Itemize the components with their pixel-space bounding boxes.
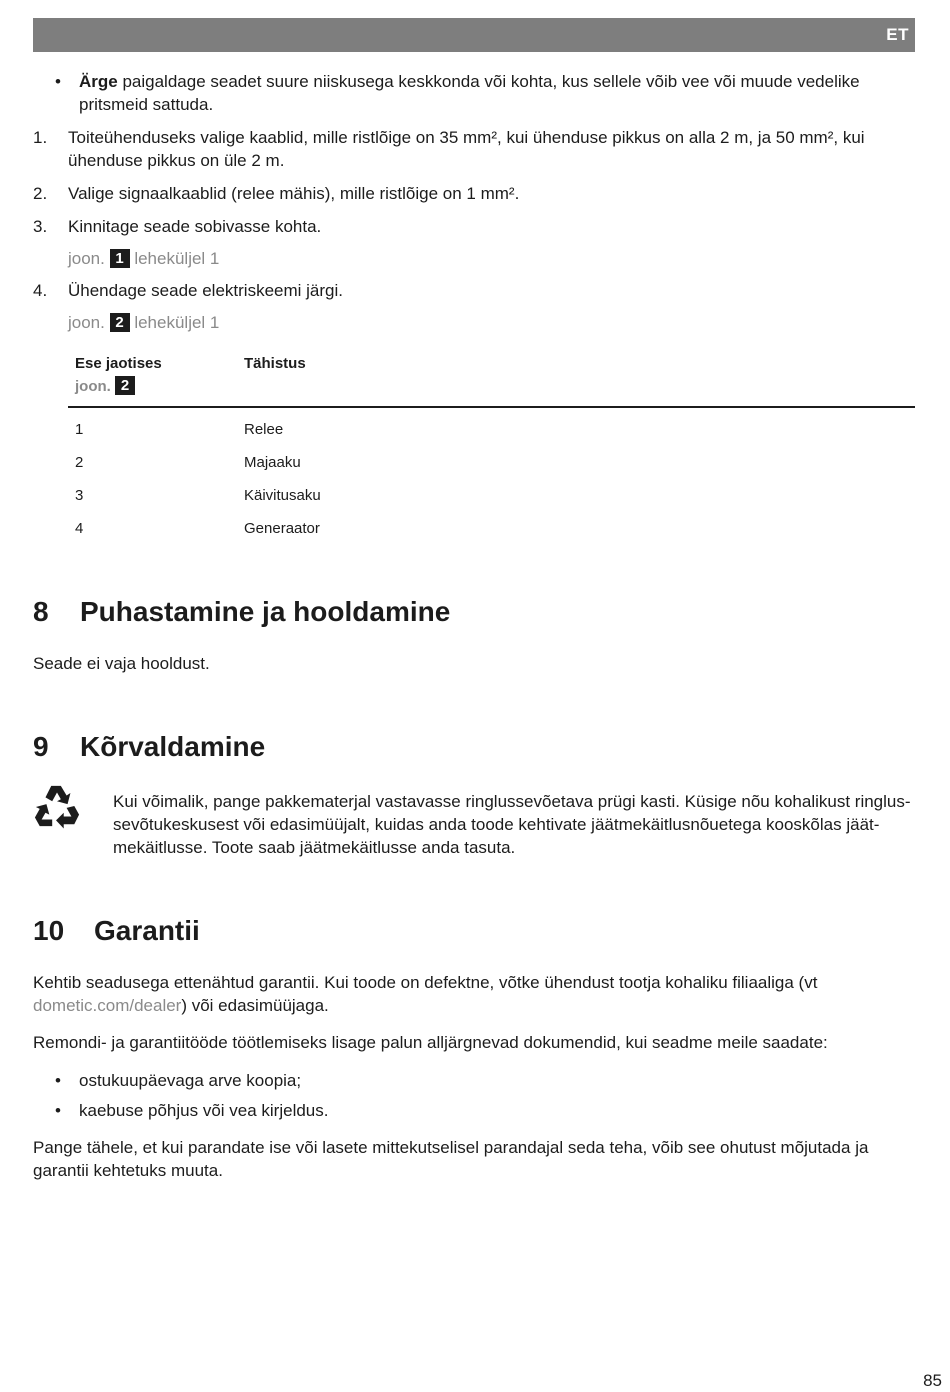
col-header-sub: joon.	[75, 378, 115, 395]
section-9-heading	[33, 730, 915, 764]
bullet-dot: •	[55, 72, 61, 91]
figure-badge: 1	[110, 249, 130, 268]
bullet-dot: •	[55, 1101, 61, 1120]
step-2	[33, 182, 915, 205]
language-code: ET	[886, 25, 909, 44]
table-row: 1 Relee	[75, 421, 284, 438]
warning-text: paigaldage seadet suure niiskusega keskkonda või kohta, kus sellele võib vee või muude vedelike pritsmeid sattuda.	[79, 72, 860, 114]
section-8-text: Seade ei vaja hooldust.	[33, 654, 210, 673]
table-row: 3 Käivitusaku	[75, 487, 321, 504]
step-text: Kinnitage seade sobivasse kohta.	[68, 217, 322, 236]
section-number: 8	[33, 596, 49, 627]
recycle-icon	[33, 782, 81, 830]
ref-suffix: leheküljel 1	[129, 313, 220, 332]
section-title: Garantii	[94, 915, 200, 946]
col-header-label: Tähistus	[244, 355, 306, 372]
table-row: 4 Generaator	[75, 520, 320, 537]
figure-ref-2	[33, 311, 915, 334]
page-content	[33, 70, 915, 1182]
section-10-heading	[33, 914, 915, 948]
parts-table	[68, 344, 915, 545]
warranty-text-1: Kehtib seadusega ettenähtud garantii. Kui toode on defektne, võtke ühendust tootja kohaliku filiaaliga (vt dometic.com/dealer) või edasimüüjaga.	[33, 973, 818, 1015]
table-header-row	[68, 344, 915, 407]
step-number: 1.	[33, 128, 48, 147]
section-number: 10	[33, 915, 65, 946]
warranty-text-3: Pange tähele, et kui parandate ise või lasete mittekutselisel parandajal seda teha, võib see ohutust mõjutada ja garantii kehtetuks muuta.	[33, 1138, 869, 1180]
step-text: Ühendage seade elektriskeemi järgi.	[68, 281, 343, 300]
ref-prefix: joon.	[68, 249, 110, 268]
warning-bullet	[33, 70, 915, 116]
step-1	[33, 126, 915, 172]
step-number: 2.	[33, 184, 48, 203]
warranty-text-2: Remondi- ja garantiitööde töötlemiseks lisage palun alljärgnevad dokumendid, kui seadme meile saadate:	[33, 1033, 828, 1052]
section-title: Puhastamine ja hooldamine	[80, 596, 451, 627]
ref-suffix: leheküljel 1	[129, 249, 220, 268]
figure-badge: 2	[110, 313, 130, 332]
bullet-dot: •	[55, 1071, 61, 1090]
section-8-heading	[33, 595, 915, 629]
list-item: • ostukuupäevaga arve koopia;	[55, 1071, 302, 1090]
warning-bold: Ärge	[79, 72, 118, 91]
list-item: • kaebuse põhjus või vea kirjeldus.	[55, 1101, 329, 1120]
step-text: Toiteühenduseks valige kaablid, mille ristlõige on 35 mm², kui ühenduse pikkus on alla 2 m, ja 50 mm², kui ühenduse pikkus on üle 2 m.	[68, 128, 865, 170]
step-text: Valige signaalkaablid (relee mähis), mille ristlõige on 1 mm².	[68, 184, 520, 203]
step-number: 3.	[33, 217, 48, 236]
section-number: 9	[33, 731, 49, 762]
figure-badge: 2	[115, 376, 135, 395]
step-3	[33, 215, 915, 238]
dealer-link[interactable]: dometic.com/dealer	[33, 996, 182, 1015]
step-number: 4.	[33, 281, 48, 300]
disposal-text: Kui võimalik, pange pakkematerjal vastavasse ringlussevõetava prügi kasti. Küsige nõu kohalikust ringlussevõtukeskusest või edasimüüjalt, kuidas anda toode kehtivate jäätmekäitlusnõuetega kooskõlas jäätmekäitlusse. Toote saab jäätmekäitlusse anda tasuta.	[113, 792, 911, 857]
step-4	[33, 279, 915, 302]
table-row: 2 Majaaku	[75, 454, 301, 471]
header-bar	[33, 18, 915, 52]
section-title: Kõrvaldamine	[80, 731, 266, 762]
page-number: 85	[923, 1371, 942, 1390]
figure-ref-1	[33, 247, 915, 270]
col-header-item: Ese jaotises joon. 2	[75, 355, 162, 395]
ref-prefix: joon.	[68, 313, 110, 332]
disposal-block	[33, 790, 915, 859]
